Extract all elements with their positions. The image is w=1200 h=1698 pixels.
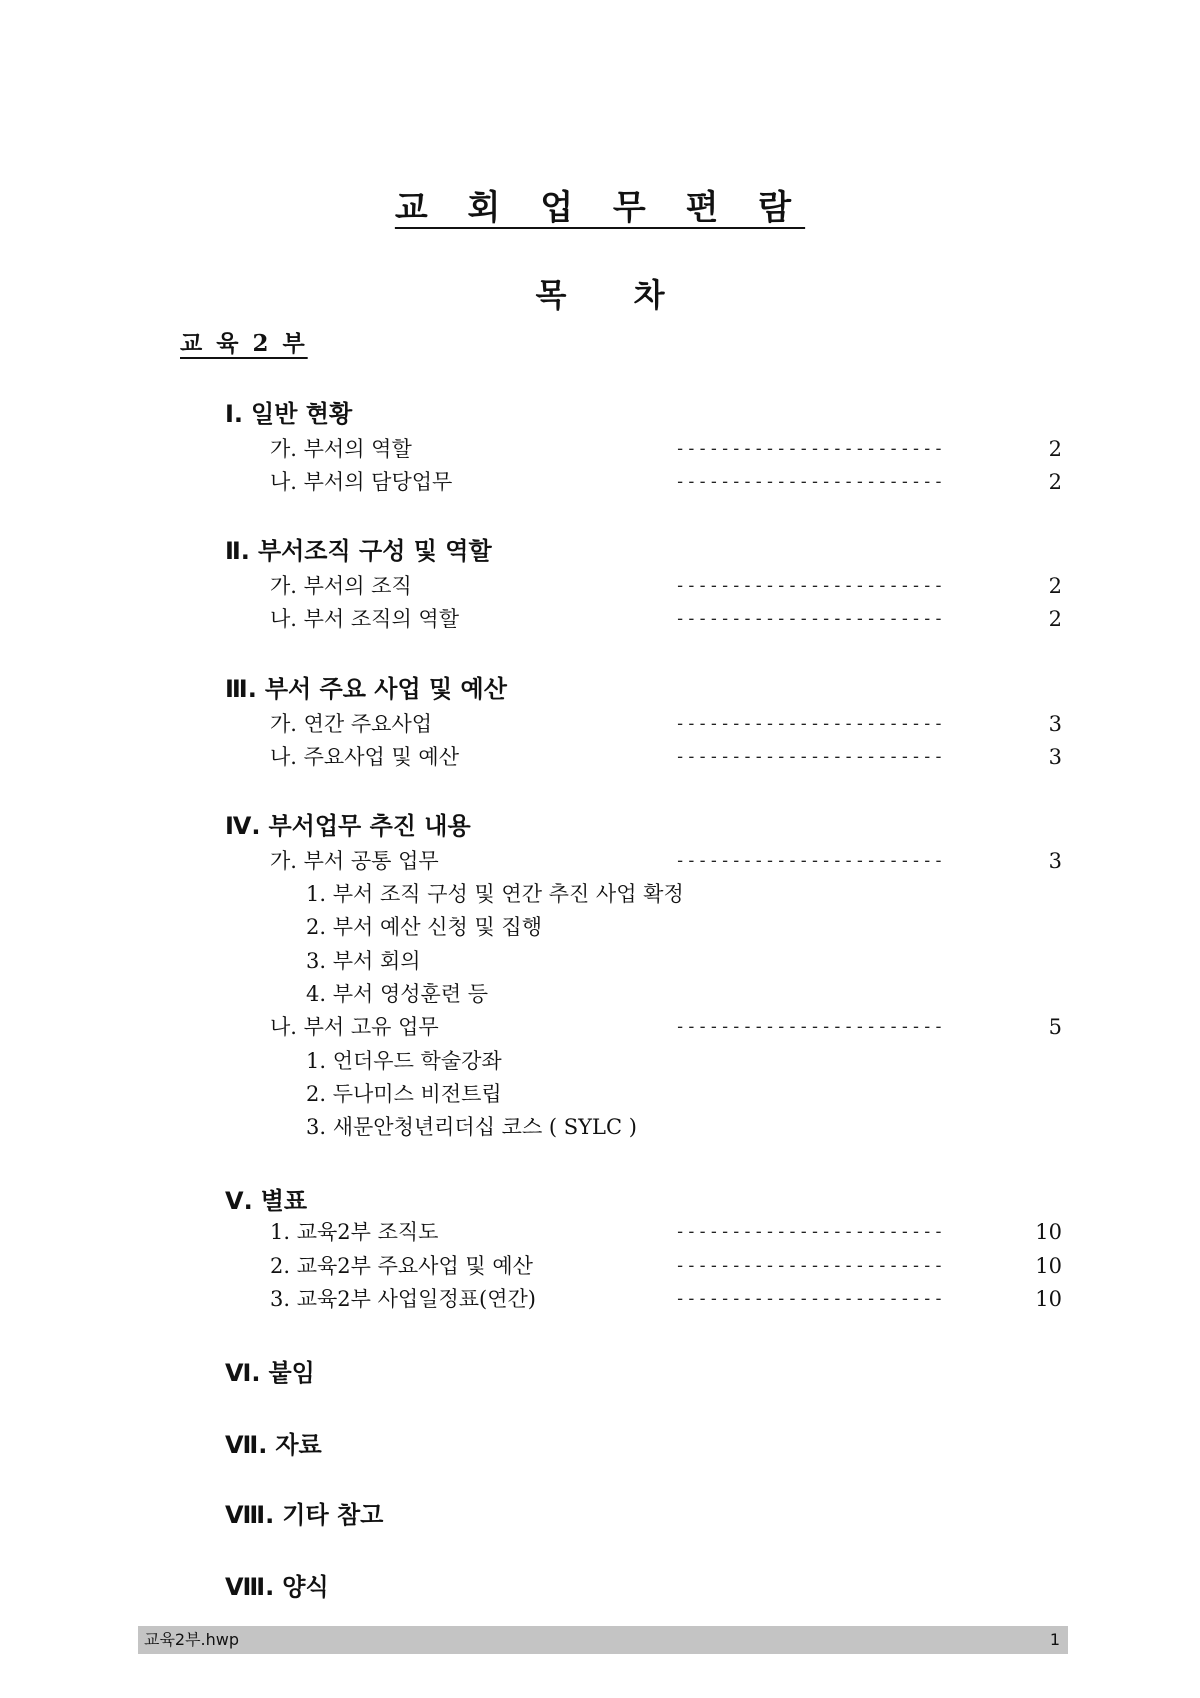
toc-subentry-label: 4. 부서 영성훈련 등: [306, 982, 489, 1006]
toc-entry-label: 가. 연간 주요사업: [270, 712, 433, 736]
section-heading: [225, 672, 507, 706]
section-number: Ⅵ.: [225, 1359, 261, 1387]
toc-entry-label: 나. 부서 조직의 역할: [270, 607, 459, 631]
toc-entry-label: 가. 부서 공통 업무: [270, 849, 439, 873]
document-title: [0, 188, 1200, 228]
toc-page-number: 3: [1048, 712, 1062, 736]
section-title: 부서 주요 사업 및 예산: [264, 674, 507, 703]
section-heading: [225, 1184, 307, 1218]
toc-subentry-label: 2. 부서 예산 신청 및 집행: [306, 915, 542, 939]
toc-leader: ------------------------: [675, 714, 945, 734]
section-heading: [225, 1356, 315, 1390]
toc-leader: ------------------------: [675, 747, 945, 767]
toc-leader: ------------------------: [675, 1222, 945, 1242]
section-title: 붙임: [268, 1358, 315, 1387]
section-heading: [225, 809, 471, 843]
toc-entry: [270, 846, 1062, 876]
section-title: 양식: [282, 1572, 329, 1601]
toc-entry-label: 1. 교육2부 조직도: [270, 1220, 439, 1244]
toc-subentry-label: 1. 부서 조직 구성 및 연간 추진 사업 확정: [306, 882, 684, 906]
section-title: 부서업무 추진 내용: [268, 811, 471, 840]
toc-page-number: 3: [1048, 849, 1062, 873]
document-title-text: 교 회 업 무 편 람: [394, 188, 806, 228]
section-number: Ⅲ.: [225, 675, 257, 703]
toc-subentry-label: 3. 새문안청년리더십 코스 ( SYLC ): [306, 1115, 637, 1139]
toc-page-number: 2: [1048, 470, 1062, 494]
toc-subentry-label: 3. 부서 회의: [306, 949, 421, 973]
toc-leader: ------------------------: [675, 1017, 945, 1037]
toc-subentry: [306, 1079, 502, 1109]
toc-entry: [270, 709, 1062, 739]
toc-entry: [270, 467, 1062, 497]
section-number: Ⅳ.: [225, 812, 261, 840]
section-number: Ⅰ.: [225, 400, 244, 428]
department-label: 교 육 2 부: [180, 330, 308, 357]
toc-entry: [270, 1251, 1062, 1281]
toc-page-number: 5: [1048, 1015, 1062, 1039]
toc-subentry-label: 1. 언더우드 학술강좌: [306, 1049, 502, 1073]
toc-leader: ------------------------: [675, 439, 945, 459]
toc-entry: [270, 571, 1062, 601]
toc-entry-label: 가. 부서의 조직: [270, 574, 412, 598]
toc-subentry: [306, 912, 542, 942]
section-title: 기타 참고: [282, 1500, 384, 1529]
toc-entry-label: 나. 부서 고유 업무: [270, 1015, 439, 1039]
toc-heading: 목 차: [535, 276, 665, 314]
toc-entry-label: 나. 부서의 담당업무: [270, 470, 453, 494]
toc-entry-label: 3. 교육2부 사업일정표(연간): [270, 1287, 536, 1311]
section-title: 부서조직 구성 및 역할: [257, 536, 492, 565]
toc-leader: ------------------------: [675, 1289, 945, 1309]
section-title: 별표: [260, 1186, 308, 1215]
footer-bar: [138, 1626, 1068, 1654]
toc-leader: ------------------------: [675, 472, 945, 492]
toc-subentry: [306, 1112, 637, 1142]
section-number: Ⅷ.: [225, 1501, 275, 1529]
section-title: 일반 현황: [251, 399, 353, 428]
footer-page-number: 1: [1049, 1630, 1060, 1649]
toc-entry: [270, 1284, 1062, 1314]
toc-entry: [270, 1217, 1062, 1247]
toc-page-number: 10: [1035, 1254, 1062, 1278]
toc-entry: [270, 604, 1062, 634]
toc-page-number: 10: [1035, 1220, 1062, 1244]
section-number: Ⅱ.: [225, 537, 250, 565]
toc-entry-label: 나. 주요사업 및 예산: [270, 745, 459, 769]
toc-subentry: [306, 1046, 502, 1076]
toc-subentry-label: 2. 두나미스 비전트립: [306, 1082, 502, 1106]
toc-leader: ------------------------: [675, 1256, 945, 1276]
section-heading: [225, 534, 492, 568]
section-heading: [225, 1570, 329, 1604]
section-title: 자료: [275, 1430, 322, 1459]
toc-entry-label: 2. 교육2부 주요사업 및 예산: [270, 1254, 533, 1278]
toc-leader: ------------------------: [675, 609, 945, 629]
toc-subentry: [306, 979, 488, 1009]
toc-entry-label: 가. 부서의 역할: [270, 437, 412, 461]
toc-page-number: 2: [1048, 437, 1062, 461]
section-number: Ⅴ.: [225, 1187, 253, 1215]
toc-page-number: 2: [1048, 607, 1062, 631]
section-heading: [225, 1498, 383, 1532]
section-heading: [225, 1428, 322, 1462]
section-number: Ⅶ.: [225, 1431, 268, 1459]
toc-entry: [270, 1012, 1062, 1042]
toc-page-number: 2: [1048, 574, 1062, 598]
toc-page-number: 3: [1048, 745, 1062, 769]
toc-entry: [270, 434, 1062, 464]
section-number: Ⅷ.: [225, 1573, 275, 1601]
toc-subentry: [306, 946, 421, 976]
footer-filename: 교육2부.hwp: [144, 1630, 240, 1649]
toc-page-number: 10: [1035, 1287, 1062, 1311]
toc-entry: [270, 742, 1062, 772]
section-heading: [225, 397, 352, 431]
toc-leader: ------------------------: [675, 576, 945, 596]
toc-leader: ------------------------: [675, 851, 945, 871]
toc-subentry: [306, 879, 684, 909]
